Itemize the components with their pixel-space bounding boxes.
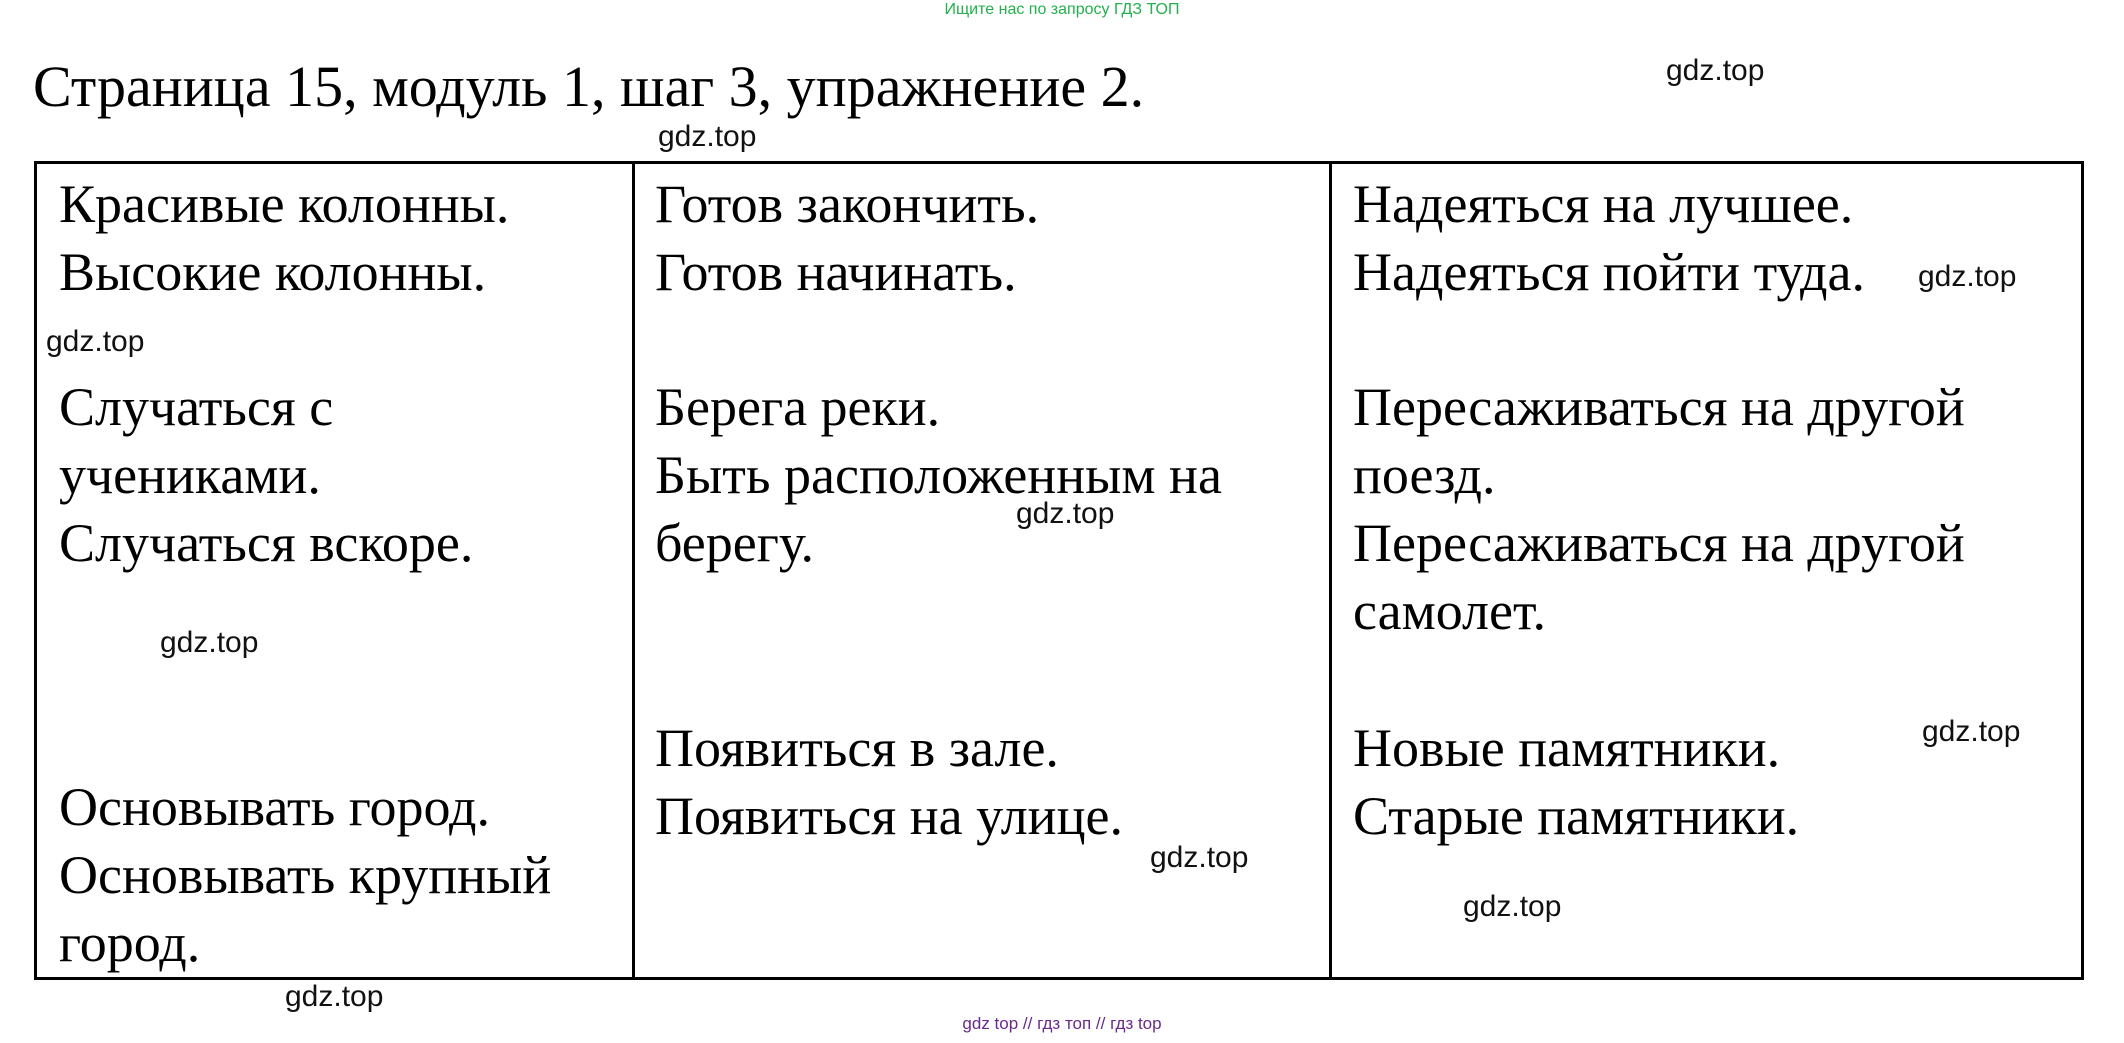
footer-links[interactable]: gdz top // гдз топ // гдз top — [962, 1014, 1162, 1033]
watermark: gdz.top — [1463, 890, 1562, 923]
phrase: Красивые колонны. — [59, 174, 510, 234]
phrase-group — [655, 373, 1222, 577]
watermark: gdz.top — [1150, 841, 1249, 874]
watermark: gdz.top — [285, 980, 384, 1013]
phrase-group — [655, 170, 1039, 306]
phrase: Появиться на улице. — [655, 786, 1123, 846]
phrase: Основывать город. — [59, 777, 490, 837]
phrase: берегу. — [655, 513, 814, 573]
phrase: Старые памятники. — [1353, 786, 1800, 846]
phrase-group — [1353, 170, 1865, 306]
phrase: Готов закончить. — [655, 174, 1040, 234]
phrase-group — [655, 714, 1123, 850]
phrase: Готов начинать. — [655, 242, 1017, 302]
phrase-group — [1353, 373, 1965, 645]
phrase-group — [59, 170, 509, 306]
phrase-group — [1353, 714, 1799, 850]
watermark: gdz.top — [1918, 260, 2017, 293]
watermark: gdz.top — [160, 626, 259, 659]
phrase: Основывать крупный — [59, 845, 552, 905]
phrase: Надеяться пойти туда. — [1353, 242, 1865, 302]
phrase: Появиться в зале. — [655, 718, 1059, 778]
phrase: Пересаживаться на другой — [1353, 377, 1965, 437]
phrase: Случаться с — [59, 377, 334, 437]
phrase: учениками. — [59, 445, 321, 505]
phrase: Случаться вскоре. — [59, 513, 474, 573]
phrase-group — [59, 773, 551, 977]
promo-banner[interactable]: Ищите нас по запросу ГДЗ ТОП — [944, 1, 1180, 18]
watermark: gdz.top — [1016, 497, 1115, 530]
watermark: gdz.top — [46, 325, 145, 358]
page-title: Страница 15, модуль 1, шаг 3, упражнение 2. — [33, 54, 1145, 119]
watermark: gdz.top — [658, 120, 757, 153]
phrase: Быть расположенным на — [655, 445, 1222, 505]
phrase: Пересаживаться на другой — [1353, 513, 1965, 573]
phrase: поезд. — [1353, 445, 1496, 505]
watermark: gdz.top — [1666, 54, 1765, 87]
phrase-group — [59, 373, 473, 577]
phrase: Новые памятники. — [1353, 718, 1781, 778]
exercise-table — [34, 161, 2084, 980]
phrase: Надеяться на лучшее. — [1353, 174, 1854, 234]
table-column-1 — [37, 164, 632, 977]
phrase: самолет. — [1353, 581, 1547, 641]
watermark: gdz.top — [1922, 715, 2021, 748]
phrase: Берега реки. — [655, 377, 941, 437]
phrase: город. — [59, 913, 201, 973]
phrase: Высокие колонны. — [59, 242, 487, 302]
